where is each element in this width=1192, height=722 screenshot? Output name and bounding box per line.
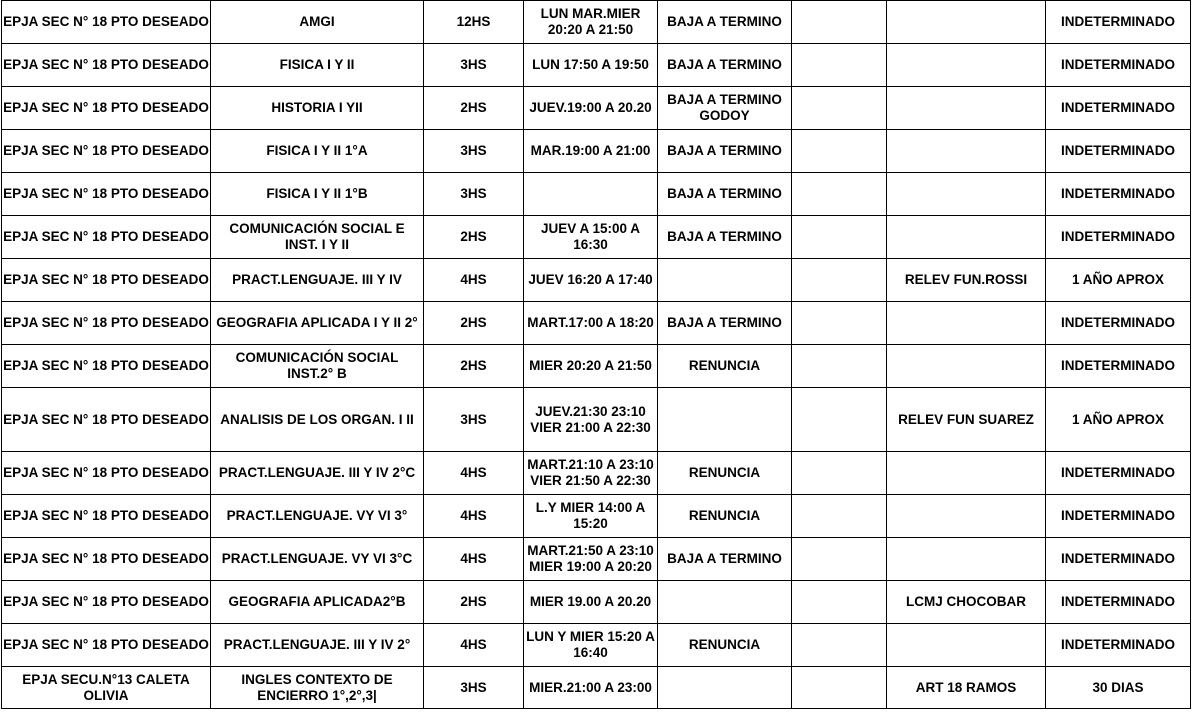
hours-cell: 2HS: [424, 87, 524, 130]
school-cell: EPJA SEC N° 18 PTO DESEADO: [2, 452, 211, 495]
hours-cell: 4HS: [424, 624, 524, 667]
reason-cell: [658, 259, 792, 302]
relief-cell: [887, 538, 1046, 581]
table-row: [2, 495, 1191, 538]
duration-cell: INDETERMINADO: [1046, 302, 1191, 345]
schedule-cell: L.Y MIER 14:00 A 15:20: [524, 495, 658, 538]
schedule-cell: JUEV.21:30 23:10 VIER 21:00 A 22:30: [524, 388, 658, 452]
schedule-cell: JUEV 16:20 A 17:40: [524, 259, 658, 302]
reason-cell: BAJA A TERMINO: [658, 173, 792, 216]
hours-cell: 4HS: [424, 495, 524, 538]
duration-cell: 1 AÑO APROX: [1046, 259, 1191, 302]
relief-cell: [887, 216, 1046, 259]
empty-cell: [792, 216, 887, 259]
hours-cell: 12HS: [424, 1, 524, 44]
duration-cell: 30 DIAS: [1046, 667, 1191, 709]
reason-cell: BAJA A TERMINO: [658, 1, 792, 44]
school-cell: EPJA SEC N° 18 PTO DESEADO: [2, 1, 211, 44]
school-cell: EPJA SEC N° 18 PTO DESEADO: [2, 216, 211, 259]
duration-cell: INDETERMINADO: [1046, 44, 1191, 87]
hours-cell: 3HS: [424, 173, 524, 216]
hours-cell: 2HS: [424, 302, 524, 345]
subject-cell: PRACT.LENGUAJE. VY VI 3°: [211, 495, 424, 538]
relief-cell: [887, 173, 1046, 216]
school-cell: EPJA SEC N° 18 PTO DESEADO: [2, 345, 211, 388]
subject-cell: COMUNICACIÓN SOCIAL INST.2° B: [211, 345, 424, 388]
empty-cell: [792, 538, 887, 581]
reason-cell: BAJA A TERMINO: [658, 538, 792, 581]
schedule-cell: JUEV A 15:00 A 16:30: [524, 216, 658, 259]
empty-cell: [792, 624, 887, 667]
reason-cell: [658, 667, 792, 709]
empty-cell: [792, 452, 887, 495]
hours-cell: 4HS: [424, 538, 524, 581]
empty-cell: [792, 495, 887, 538]
schedule-cell: LUN MAR.MIER 20:20 A 21:50: [524, 1, 658, 44]
table-row: [2, 581, 1191, 624]
hours-cell: 2HS: [424, 345, 524, 388]
subject-cell: PRACT.LENGUAJE. III Y IV 2°: [211, 624, 424, 667]
schedule-cell: [524, 173, 658, 216]
school-cell: EPJA SEC N° 18 PTO DESEADO: [2, 130, 211, 173]
school-cell: EPJA SEC N° 18 PTO DESEADO: [2, 259, 211, 302]
empty-cell: [792, 259, 887, 302]
subject-cell: FISICA I Y II 1°A: [211, 130, 424, 173]
duration-cell: INDETERMINADO: [1046, 216, 1191, 259]
subject-cell: INGLES CONTEXTO DE ENCIERRO 1°,2°,3|: [211, 667, 424, 709]
relief-cell: [887, 345, 1046, 388]
school-cell: EPJA SEC N° 18 PTO DESEADO: [2, 581, 211, 624]
duration-cell: INDETERMINADO: [1046, 1, 1191, 44]
reason-cell: BAJA A TERMINO: [658, 44, 792, 87]
hours-cell: 3HS: [424, 667, 524, 709]
schedule-cell: MIER 19.00 A 20.20: [524, 581, 658, 624]
school-cell: EPJA SECU.N°13 CALETA OLIVIA: [2, 667, 211, 709]
relief-cell: [887, 624, 1046, 667]
empty-cell: [792, 345, 887, 388]
schedule-cell: LUN 17:50 A 19:50: [524, 44, 658, 87]
empty-cell: [792, 667, 887, 709]
hours-cell: 4HS: [424, 452, 524, 495]
table-row: [2, 624, 1191, 667]
relief-cell: [887, 495, 1046, 538]
schedule-cell: MIER 20:20 A 21:50: [524, 345, 658, 388]
duration-cell: INDETERMINADO: [1046, 87, 1191, 130]
reason-cell: [658, 581, 792, 624]
reason-cell: BAJA A TERMINO: [658, 216, 792, 259]
schedule-cell: MART.21:50 A 23:10 MIER 19:00 A 20:20: [524, 538, 658, 581]
hours-cell: 3HS: [424, 130, 524, 173]
schedule-cell: MART.17:00 A 18:20: [524, 302, 658, 345]
empty-cell: [792, 44, 887, 87]
reason-cell: BAJA A TERMINO: [658, 302, 792, 345]
relief-cell: [887, 130, 1046, 173]
duration-cell: INDETERMINADO: [1046, 624, 1191, 667]
table-row: [2, 259, 1191, 302]
relief-cell: ART 18 RAMOS: [887, 667, 1046, 709]
subject-cell: PRACT.LENGUAJE. III Y IV 2°C: [211, 452, 424, 495]
subject-cell: GEOGRAFIA APLICADA2°B: [211, 581, 424, 624]
relief-cell: [887, 1, 1046, 44]
table-row: [2, 388, 1191, 452]
duration-cell: INDETERMINADO: [1046, 130, 1191, 173]
schedule-cell: LUN Y MIER 15:20 A 16:40: [524, 624, 658, 667]
empty-cell: [792, 173, 887, 216]
duration-cell: INDETERMINADO: [1046, 538, 1191, 581]
relief-cell: [887, 87, 1046, 130]
schedule-cell: MIER.21:00 A 23:00: [524, 667, 658, 709]
empty-cell: [792, 1, 887, 44]
duration-cell: INDETERMINADO: [1046, 581, 1191, 624]
school-cell: EPJA SEC N° 18 PTO DESEADO: [2, 624, 211, 667]
school-cell: EPJA SEC N° 18 PTO DESEADO: [2, 538, 211, 581]
vacancies-table: [1, 0, 1191, 709]
school-cell: EPJA SEC N° 18 PTO DESEADO: [2, 87, 211, 130]
table-row: [2, 302, 1191, 345]
hours-cell: 3HS: [424, 44, 524, 87]
table-row: [2, 87, 1191, 130]
relief-cell: [887, 302, 1046, 345]
reason-cell: BAJA A TERMINO: [658, 130, 792, 173]
subject-cell: PRACT.LENGUAJE. VY VI 3°C: [211, 538, 424, 581]
duration-cell: 1 AÑO APROX: [1046, 388, 1191, 452]
hours-cell: 2HS: [424, 216, 524, 259]
schedule-cell: JUEV.19:00 A 20.20: [524, 87, 658, 130]
school-cell: EPJA SEC N° 18 PTO DESEADO: [2, 44, 211, 87]
reason-cell: RENUNCIA: [658, 452, 792, 495]
relief-cell: LCMJ CHOCOBAR: [887, 581, 1046, 624]
reason-cell: BAJA A TERMINO GODOY: [658, 87, 792, 130]
reason-cell: RENUNCIA: [658, 624, 792, 667]
duration-cell: INDETERMINADO: [1046, 452, 1191, 495]
table-row: [2, 173, 1191, 216]
school-cell: EPJA SEC N° 18 PTO DESEADO: [2, 388, 211, 452]
hours-cell: 2HS: [424, 581, 524, 624]
school-cell: EPJA SEC N° 18 PTO DESEADO: [2, 495, 211, 538]
school-cell: EPJA SEC N° 18 PTO DESEADO: [2, 173, 211, 216]
schedule-cell: MART.21:10 A 23:10 VIER 21:50 A 22:30: [524, 452, 658, 495]
table-row: [2, 1, 1191, 44]
subject-cell: FISICA I Y II 1°B: [211, 173, 424, 216]
table-row: [2, 667, 1191, 709]
table-row: [2, 44, 1191, 87]
schedule-cell: MAR.19:00 A 21:00: [524, 130, 658, 173]
subject-cell: COMUNICACIÓN SOCIAL E INST. I Y II: [211, 216, 424, 259]
empty-cell: [792, 130, 887, 173]
table-row: [2, 345, 1191, 388]
empty-cell: [792, 87, 887, 130]
relief-cell: RELEV FUN.ROSSI: [887, 259, 1046, 302]
table-row: [2, 130, 1191, 173]
table-row: [2, 452, 1191, 495]
reason-cell: RENUNCIA: [658, 345, 792, 388]
subject-cell: HISTORIA I YII: [211, 87, 424, 130]
reason-cell: [658, 388, 792, 452]
table-row: [2, 216, 1191, 259]
empty-cell: [792, 581, 887, 624]
relief-cell: [887, 452, 1046, 495]
duration-cell: INDETERMINADO: [1046, 345, 1191, 388]
hours-cell: 3HS: [424, 388, 524, 452]
hours-cell: 4HS: [424, 259, 524, 302]
relief-cell: RELEV FUN SUAREZ: [887, 388, 1046, 452]
table-row: [2, 538, 1191, 581]
subject-cell: AMGI: [211, 1, 424, 44]
subject-cell: FISICA I Y II: [211, 44, 424, 87]
duration-cell: INDETERMINADO: [1046, 495, 1191, 538]
duration-cell: INDETERMINADO: [1046, 173, 1191, 216]
subject-cell: PRACT.LENGUAJE. III Y IV: [211, 259, 424, 302]
relief-cell: [887, 44, 1046, 87]
reason-cell: RENUNCIA: [658, 495, 792, 538]
table-body: [2, 1, 1191, 709]
empty-cell: [792, 388, 887, 452]
empty-cell: [792, 302, 887, 345]
subject-cell: GEOGRAFIA APLICADA I Y II 2°: [211, 302, 424, 345]
school-cell: EPJA SEC N° 18 PTO DESEADO: [2, 302, 211, 345]
subject-cell: ANALISIS DE LOS ORGAN. I II: [211, 388, 424, 452]
